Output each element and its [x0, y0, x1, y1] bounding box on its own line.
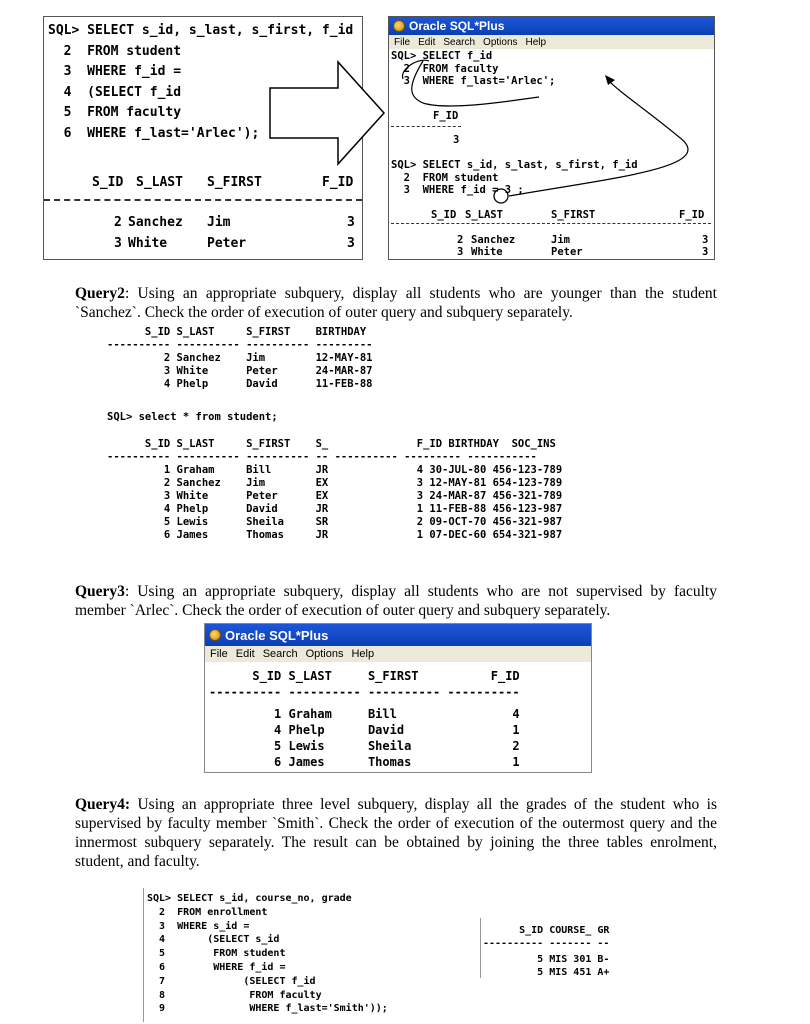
cell: Peter: [207, 236, 247, 251]
query3-label: Query3: [75, 583, 125, 600]
code-line: 6 WHERE f_id =: [147, 961, 286, 973]
table-line: 2 Sanchez Jim EX 3 12-MAY-81 654-123-789: [107, 477, 563, 489]
cell: 3: [347, 215, 355, 230]
menu-help[interactable]: Help: [525, 36, 547, 48]
cell: White: [128, 236, 168, 251]
cell: 3: [457, 246, 464, 258]
col-header: F_ID: [679, 209, 705, 221]
code-line: SQL> SELECT s_id, s_last, s_first, f_id: [391, 159, 638, 171]
menu-file[interactable]: File: [394, 36, 411, 48]
query4-result-panel: [480, 918, 640, 978]
result-line: ---------- ------- --: [483, 938, 610, 949]
cell: Jim: [207, 215, 231, 230]
code-line: 2 FROM enrollment: [147, 906, 268, 918]
menu-help[interactable]: Help: [351, 648, 375, 660]
table-line: 3 White Peter EX 3 24-MAR-87 456-321-789: [107, 490, 563, 502]
result-line: 4 Phelp David 11-FEB-88: [107, 378, 373, 390]
code-line: 4 (SELECT f_id: [48, 84, 182, 100]
col-header: S_FIRST: [551, 209, 596, 221]
cell: 3: [347, 236, 355, 251]
result-line: S_ID S_LAST S_FIRST BIRTHDAY: [107, 326, 367, 338]
query4-description: [75, 795, 717, 871]
col-header: S_LAST: [465, 209, 503, 221]
table-line: 4 Phelp David JR 1 11-FEB-88 456-123-987: [107, 503, 563, 515]
code-line: 3 WHERE f_id = 3 ;: [391, 184, 524, 196]
code-line: 2 FROM student: [391, 171, 499, 184]
result-line: 3 White Peter 24-MAR-87: [107, 365, 373, 377]
cell: White: [471, 246, 503, 258]
divider: [44, 199, 362, 201]
query4-code-panel: [143, 888, 498, 1022]
window-title: Oracle SQL*Plus: [409, 19, 505, 33]
col-header: S_ID: [92, 175, 124, 190]
cell: Sanchez: [128, 215, 183, 230]
code-line: 2 FROM student: [48, 43, 182, 59]
fid-value: 3: [453, 134, 460, 146]
result-line: 5 MIS 451 A+: [483, 967, 610, 978]
query2-text: : Using an appropriate subquery, display all students who are younger than the student `Sanchez`. Check the order of execution of outer query and subquery separately.: [75, 285, 717, 321]
code-line: 5 FROM student: [147, 948, 286, 960]
window-title: Oracle SQL*Plus: [225, 627, 329, 643]
menu-options[interactable]: Options: [483, 36, 518, 48]
col-header: S_ID: [431, 209, 457, 221]
table-line: 5 Lewis Sheila SR 2 09-OCT-70 456-321-987: [107, 516, 563, 528]
query2-label: Query2: [75, 285, 125, 302]
menu-edit[interactable]: Edit: [418, 36, 436, 48]
menu-edit[interactable]: Edit: [235, 648, 255, 660]
menu-file[interactable]: File: [210, 648, 228, 660]
code-line: SQL> SELECT f_id: [391, 50, 493, 62]
result-line: 4 Phelp David 1: [209, 723, 520, 737]
code-line: 4 (SELECT s_id: [147, 934, 280, 946]
menu-search[interactable]: Search: [443, 36, 476, 48]
window-titlebar: [205, 624, 591, 646]
oracle-sqlplus-window-1: [388, 16, 715, 260]
select-student-line: SQL> select * from student;: [107, 411, 278, 423]
query3-result: [209, 668, 520, 770]
code-line: 6 WHERE f_last='Arlec');: [48, 125, 260, 141]
query4-text: Using an appropriate three level subquery, display all the grades of the student who is supervised by faculty member `Smith`. Check the order of execution of the outermost query and the innermost subquery separately. The result can be obtained by joining the three tables enrolment, student, and faculty.: [75, 796, 717, 870]
cell: 3: [114, 236, 122, 251]
table-line: 1 Graham Bill JR 4 30-JUL-80 456-123-789: [107, 464, 563, 476]
query2-result: [107, 326, 373, 391]
menu-bar: [205, 646, 591, 662]
right-arrow-icon: [268, 58, 388, 168]
student-table: [107, 438, 562, 542]
code-line: 9 WHERE f_last='Smith'));: [147, 1003, 388, 1015]
result-line: 5 Lewis Sheila 2: [209, 739, 520, 753]
code-line: 3 WHERE f_last='Arlec';: [391, 75, 556, 87]
annotation-arrows: [389, 17, 714, 261]
code-line: 3 WHERE s_id =: [147, 920, 250, 932]
result-line: 1 Graham Bill 4: [209, 707, 520, 721]
col-header: F_ID: [322, 175, 354, 190]
result-line: 6 James Thomas 1: [209, 755, 520, 769]
code-line: 5 FROM faculty: [48, 105, 182, 120]
code-line: 7 (SELECT f_id: [147, 975, 316, 987]
code-line: SQL> SELECT s_id, course_no, grade: [147, 893, 352, 904]
result-line: 5 MIS 301 B-: [483, 954, 610, 965]
table-line: 6 James Thomas JR 1 07-DEC-60 654-321-987: [107, 529, 563, 541]
query3-description: [75, 582, 717, 620]
code-line: 2 FROM faculty: [391, 62, 499, 75]
query4-label: Query4:: [75, 796, 131, 813]
col-header: S_FIRST: [207, 175, 262, 190]
result-line: S_ID S_LAST S_FIRST F_ID: [209, 669, 520, 683]
table-line: ---------- ---------- ---------- -- ---------- --------- -----------: [107, 451, 537, 463]
query4-result: [483, 924, 609, 979]
result-line: 2 Sanchez Jim 12-MAY-81: [107, 352, 373, 364]
fid-header: F_ID: [433, 110, 459, 122]
code-line: 8 FROM faculty: [147, 989, 322, 1001]
table-line: S_ID S_LAST S_FIRST S_ F_ID BIRTHDAY SOC_INS: [107, 438, 556, 450]
oracle-app-icon: [209, 629, 221, 641]
cell: 2: [457, 234, 464, 246]
cell: Jim: [551, 234, 570, 246]
cell: Peter: [551, 246, 583, 258]
result-line: S_ID COURSE_ GR: [483, 925, 610, 936]
query2-description: [75, 284, 717, 322]
cell: 3: [702, 246, 709, 258]
code-line: SQL> SELECT s_id, s_last, s_first, f_id: [48, 23, 354, 38]
oracle-sqlplus-window-2: [204, 623, 592, 773]
col-header: S_LAST: [136, 175, 183, 190]
cell: Sanchez: [471, 234, 516, 246]
query3-text: : Using an appropriate subquery, display all students who are not supervised by faculty member `Arlec`. Check the order of execution of outer query and subquery separately.: [75, 583, 717, 619]
cell: 3: [702, 234, 709, 246]
query4-code: [147, 892, 388, 1016]
menu-options[interactable]: Options: [305, 648, 344, 660]
code-line: 3 WHERE f_id =: [48, 64, 182, 79]
cell: 2: [114, 215, 122, 230]
result-line: ---------- ---------- ---------- ---------: [107, 339, 373, 351]
result-line: ---------- ---------- ---------- ----------: [209, 685, 520, 699]
menu-search[interactable]: Search: [262, 648, 298, 660]
